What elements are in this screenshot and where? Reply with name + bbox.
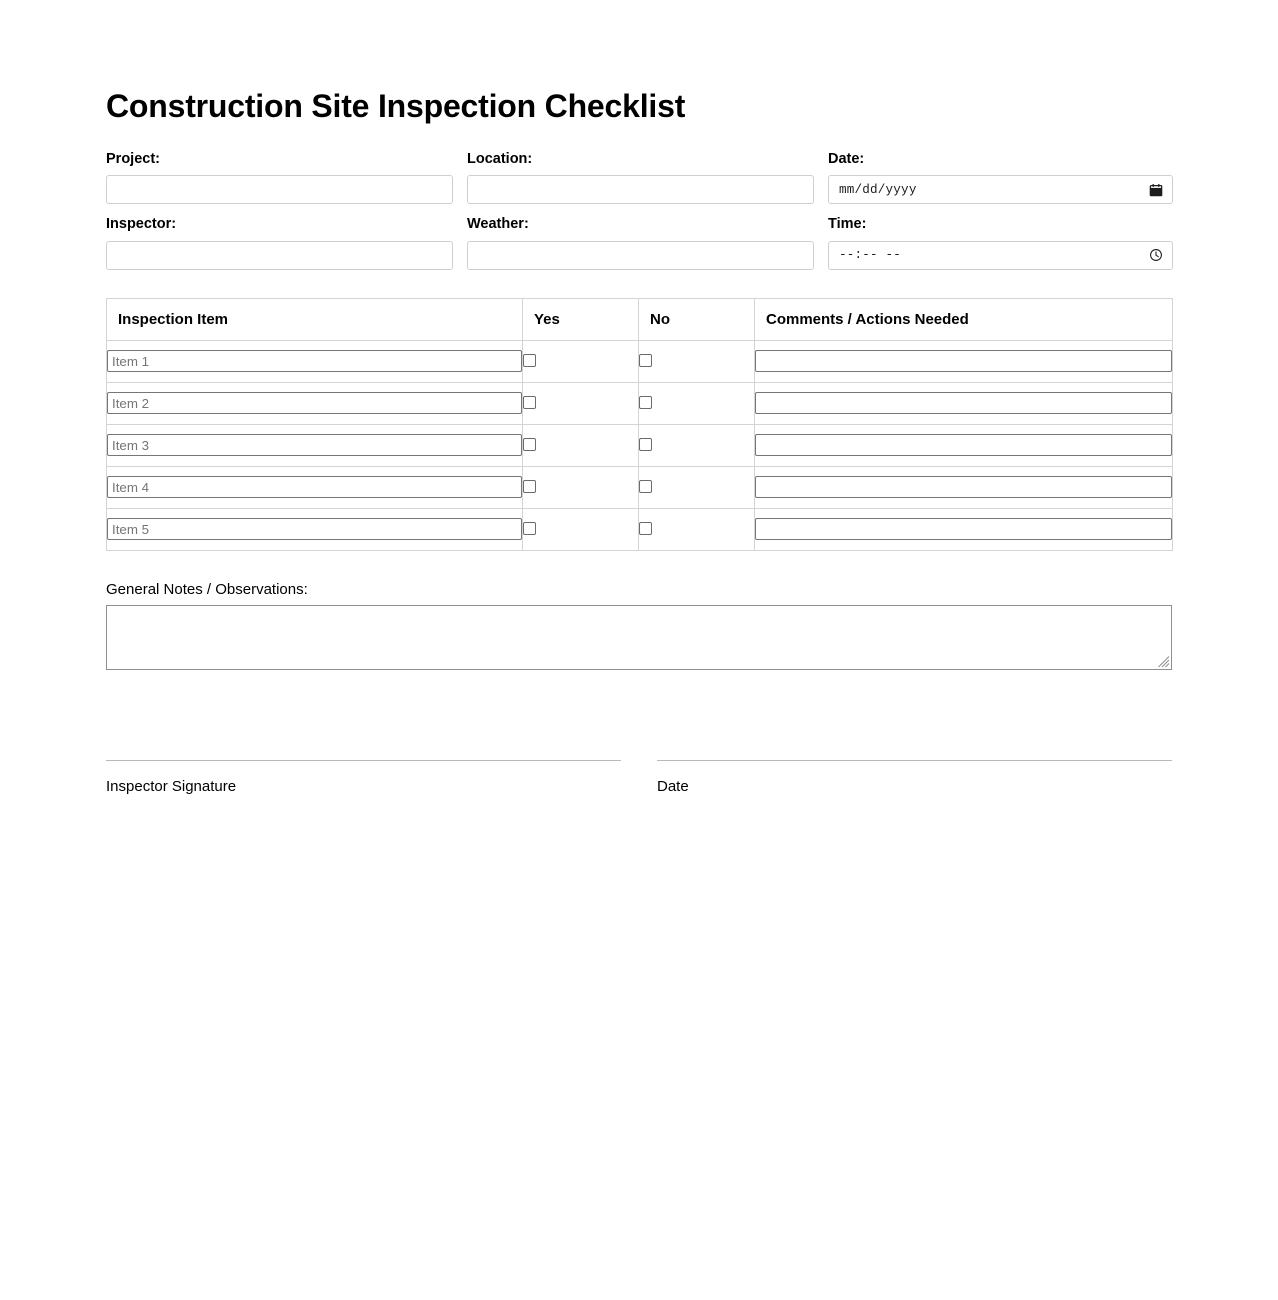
- grid-spacer: [814, 216, 828, 269]
- weather-label: Weather:: [467, 216, 529, 233]
- page-title: Construction Site Inspection Checklist: [106, 88, 686, 124]
- inspector-label: Inspector:: [106, 216, 177, 233]
- signature-line: [106, 760, 621, 761]
- cell-inspection-item: [107, 466, 523, 508]
- calendar-icon[interactable]: [1149, 183, 1163, 197]
- yes-checkbox[interactable]: [523, 438, 536, 451]
- grid-spacer: [453, 151, 467, 204]
- date-input[interactable]: [828, 175, 1173, 204]
- project-label: Project:: [106, 150, 160, 167]
- signature-line: [657, 760, 1172, 761]
- cell-no: [639, 466, 755, 508]
- inspection-item-input[interactable]: [107, 476, 522, 498]
- table-body: [107, 340, 1173, 550]
- table-head: [107, 298, 1173, 340]
- table-row: [107, 382, 1173, 424]
- inspection-item-input[interactable]: [107, 518, 522, 540]
- cell-yes: [523, 508, 639, 550]
- no-checkbox[interactable]: [639, 354, 652, 367]
- no-checkbox[interactable]: [639, 522, 652, 535]
- general-notes-area: [106, 605, 1172, 670]
- no-checkbox[interactable]: [639, 480, 652, 493]
- field-group-time: [828, 216, 1173, 269]
- cell-comments: [755, 424, 1173, 466]
- cell-inspection-item: [107, 508, 523, 550]
- cell-comments: [755, 340, 1173, 382]
- location-input[interactable]: [467, 175, 814, 204]
- cell-yes: [523, 382, 639, 424]
- date-placeholder-text: mm/dd/yyyy: [839, 182, 917, 197]
- comments-input[interactable]: [755, 434, 1172, 456]
- time-placeholder-text: --:-- --: [839, 248, 902, 263]
- field-group-weather: [467, 216, 814, 269]
- cell-comments: [755, 382, 1173, 424]
- comments-input[interactable]: [755, 476, 1172, 498]
- signature-row: [106, 760, 1172, 796]
- no-checkbox[interactable]: [639, 438, 652, 451]
- table-row: [107, 340, 1173, 382]
- yes-checkbox[interactable]: [523, 396, 536, 409]
- project-input[interactable]: [106, 175, 453, 204]
- cell-comments: [755, 508, 1173, 550]
- cell-inspection-item: [107, 340, 523, 382]
- yes-checkbox[interactable]: [523, 480, 536, 493]
- cell-yes: [523, 424, 639, 466]
- inspection-table: [106, 298, 1173, 551]
- weather-input[interactable]: [467, 241, 814, 270]
- inspection-item-input[interactable]: [107, 434, 522, 456]
- grid-spacer: [814, 151, 828, 204]
- comments-input[interactable]: [755, 518, 1172, 540]
- no-checkbox[interactable]: [639, 396, 652, 409]
- field-group-inspector: [106, 216, 453, 269]
- cell-inspection-item: [107, 424, 523, 466]
- signature-block-date: [657, 760, 1172, 796]
- column-header-no: No: [639, 298, 755, 340]
- column-header-inspection-item: Inspection Item: [107, 298, 523, 340]
- cell-no: [639, 340, 755, 382]
- cell-inspection-item: [107, 382, 523, 424]
- inspector-input[interactable]: [106, 241, 453, 270]
- inspection-item-input[interactable]: [107, 350, 522, 372]
- yes-checkbox[interactable]: [523, 522, 536, 535]
- table-row: [107, 508, 1173, 550]
- cell-comments: [755, 466, 1173, 508]
- cell-no: [639, 424, 755, 466]
- field-group-date: [828, 151, 1173, 204]
- location-label: Location:: [467, 150, 533, 167]
- table-row: [107, 466, 1173, 508]
- column-header-comments: Comments / Actions Needed: [755, 298, 1173, 340]
- comments-input[interactable]: [755, 392, 1172, 414]
- cell-no: [639, 508, 755, 550]
- form-meta-grid: [106, 151, 1172, 270]
- signature-date-caption: Date: [657, 777, 689, 795]
- table-row: [107, 424, 1173, 466]
- grid-spacer: [453, 216, 467, 269]
- field-group-location: [467, 151, 814, 204]
- date-label: Date:: [828, 150, 865, 167]
- signature-block-inspector: [106, 760, 621, 796]
- clock-icon[interactable]: [1149, 248, 1163, 262]
- general-notes-textarea[interactable]: [107, 606, 1171, 669]
- inspector-signature-caption: Inspector Signature: [106, 777, 237, 795]
- general-notes-label: General Notes / Observations:: [106, 580, 308, 598]
- table-header-row: [107, 298, 1173, 340]
- comments-input[interactable]: [755, 350, 1172, 372]
- cell-yes: [523, 340, 639, 382]
- field-group-project: [106, 151, 453, 204]
- inspection-item-input[interactable]: [107, 392, 522, 414]
- cell-no: [639, 382, 755, 424]
- time-label: Time:: [828, 216, 867, 233]
- column-header-yes: Yes: [523, 298, 639, 340]
- yes-checkbox[interactable]: [523, 354, 536, 367]
- time-input[interactable]: [828, 241, 1173, 270]
- cell-yes: [523, 466, 639, 508]
